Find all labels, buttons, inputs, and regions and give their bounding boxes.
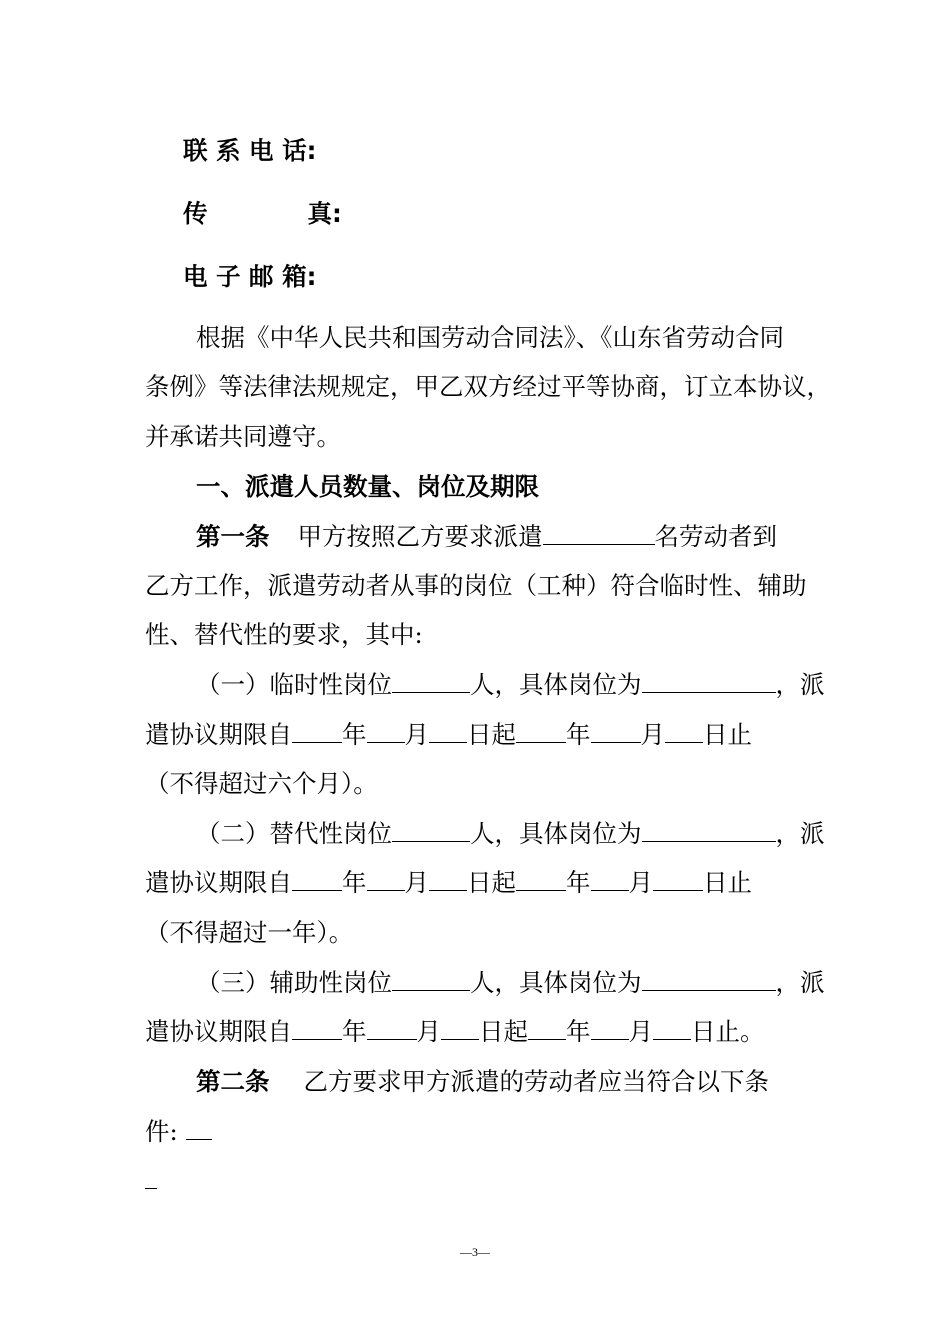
intro-line-1: 根据《中华人民共和国劳动合同法》、《山东省劳动合同 [196,323,784,352]
item2-month-1: 月 [404,868,429,897]
item1-note: （不得超过六个月）。 [145,769,378,798]
item3-line-2 [145,1014,765,1050]
item1-end-day-blank[interactable] [665,718,703,743]
item3-end-year-blank[interactable] [528,1015,566,1040]
item2-prefix: （二）替代性岗位 [196,819,392,848]
item2-line-2 [145,865,752,901]
fax-label [183,196,342,232]
intro-line-3: 并承诺共同遵守。 [145,422,341,451]
item3-line-1 [196,965,825,1001]
article1-title: 第一条 [196,522,270,551]
item3-start-month-blank[interactable] [367,1015,417,1040]
item1-line-1 [196,667,825,703]
conditions-blank[interactable] [186,1115,212,1140]
item3-start-year-blank[interactable] [292,1015,342,1040]
item3-end-day-blank[interactable] [653,1015,691,1040]
item1-month-2: 月 [640,720,665,749]
item3-year-2: 年 [566,1017,591,1046]
item2-day-from: 日起 [467,868,516,897]
item1-end-year-blank[interactable] [516,718,566,743]
item2-year-2: 年 [566,868,591,897]
item2-start-month-blank[interactable] [367,866,405,891]
article2-line-1 [196,1064,769,1100]
item2-start-day-blank[interactable] [429,866,467,891]
item3-dispatch-text: ，派 [775,968,825,997]
email-label-text: 电 子 邮 箱: [183,262,317,291]
item1-line-2 [145,717,752,753]
item1-end-month-blank[interactable] [591,718,641,743]
article1-text-a: 甲方按照乙方要求派遣 [297,522,543,551]
item1-prefix: （一）临时性岗位 [196,670,392,699]
item2-start-year-blank[interactable] [292,866,342,891]
article2-title: 第二条 [196,1067,270,1096]
item2-end-month-blank[interactable] [591,866,629,891]
item1-people-blank[interactable] [392,668,470,693]
item3-period-label: 遣协议期限自 [145,1017,292,1046]
article2-line-2-text: 件: [145,1117,178,1146]
fax-label-part1: 传 [183,199,208,228]
item2-day-to: 日止 [703,868,752,897]
worker-count-blank[interactable] [543,520,655,545]
item2-note: （不得超过一年）。 [145,918,354,947]
article1-text-b: 名劳动者到 [654,522,777,551]
item2-dispatch-text: ，派 [775,819,825,848]
article1-line-3: 性、替代性的要求，其中: [145,620,423,649]
item1-start-year-blank[interactable] [292,718,342,743]
phone-label-text: 联 系 电 话: [183,136,317,165]
item3-prefix: （三）辅助性岗位 [196,968,392,997]
item2-line-1 [196,816,825,852]
item2-end-year-blank[interactable] [516,866,566,891]
item3-month-1: 月 [416,1017,441,1046]
item3-end-month-blank[interactable] [591,1015,629,1040]
article2-line-2 [145,1114,212,1150]
item2-month-2: 月 [628,868,653,897]
page-number: —3— [460,1245,490,1259]
conditions-blank-continued[interactable] [145,1164,157,1189]
item2-people-blank[interactable] [392,817,470,842]
item1-day-from: 日起 [467,720,516,749]
item3-people-blank[interactable] [392,966,470,991]
email-label [183,259,316,295]
item1-month-1: 月 [404,720,429,749]
item3-start-day-blank[interactable] [441,1015,479,1040]
article2-text: 乙方要求甲方派遣的劳动者应当符合以下条 [303,1067,769,1096]
item3-month-2: 月 [628,1017,653,1046]
item1-position-blank[interactable] [642,668,776,693]
section-heading: 一、派遣人员数量、岗位及期限 [196,472,539,501]
item1-people-text: 人，具体岗位为 [470,670,642,699]
item1-start-day-blank[interactable] [429,718,467,743]
item2-end-day-blank[interactable] [653,866,703,891]
item2-position-blank[interactable] [642,817,776,842]
item1-dispatch-text: ，派 [775,670,825,699]
item1-year-1: 年 [342,720,367,749]
item3-day-to: 日止。 [691,1017,765,1046]
item3-day-from: 日起 [479,1017,528,1046]
phone-label [183,133,316,169]
item2-period-label: 遣协议期限自 [145,868,292,897]
item1-day-to: 日止 [703,720,752,749]
conditions-continuation [145,1163,157,1199]
item1-year-2: 年 [566,720,591,749]
item3-year-1: 年 [342,1017,367,1046]
item3-people-text: 人，具体岗位为 [470,968,642,997]
article1-line-1 [196,519,777,555]
intro-line-2: 条例》等法律法规规定，甲乙双方经过平等协商，订立本协议， [145,372,831,401]
article1-line-2: 乙方工作，派遣劳动者从事的岗位（工种）符合临时性、辅助 [145,571,807,600]
item2-year-1: 年 [342,868,367,897]
item2-people-text: 人，具体岗位为 [470,819,642,848]
item1-period-label: 遣协议期限自 [145,720,292,749]
fax-label-part2: 真: [307,199,342,228]
item1-start-month-blank[interactable] [367,718,405,743]
item3-position-blank[interactable] [642,966,776,991]
